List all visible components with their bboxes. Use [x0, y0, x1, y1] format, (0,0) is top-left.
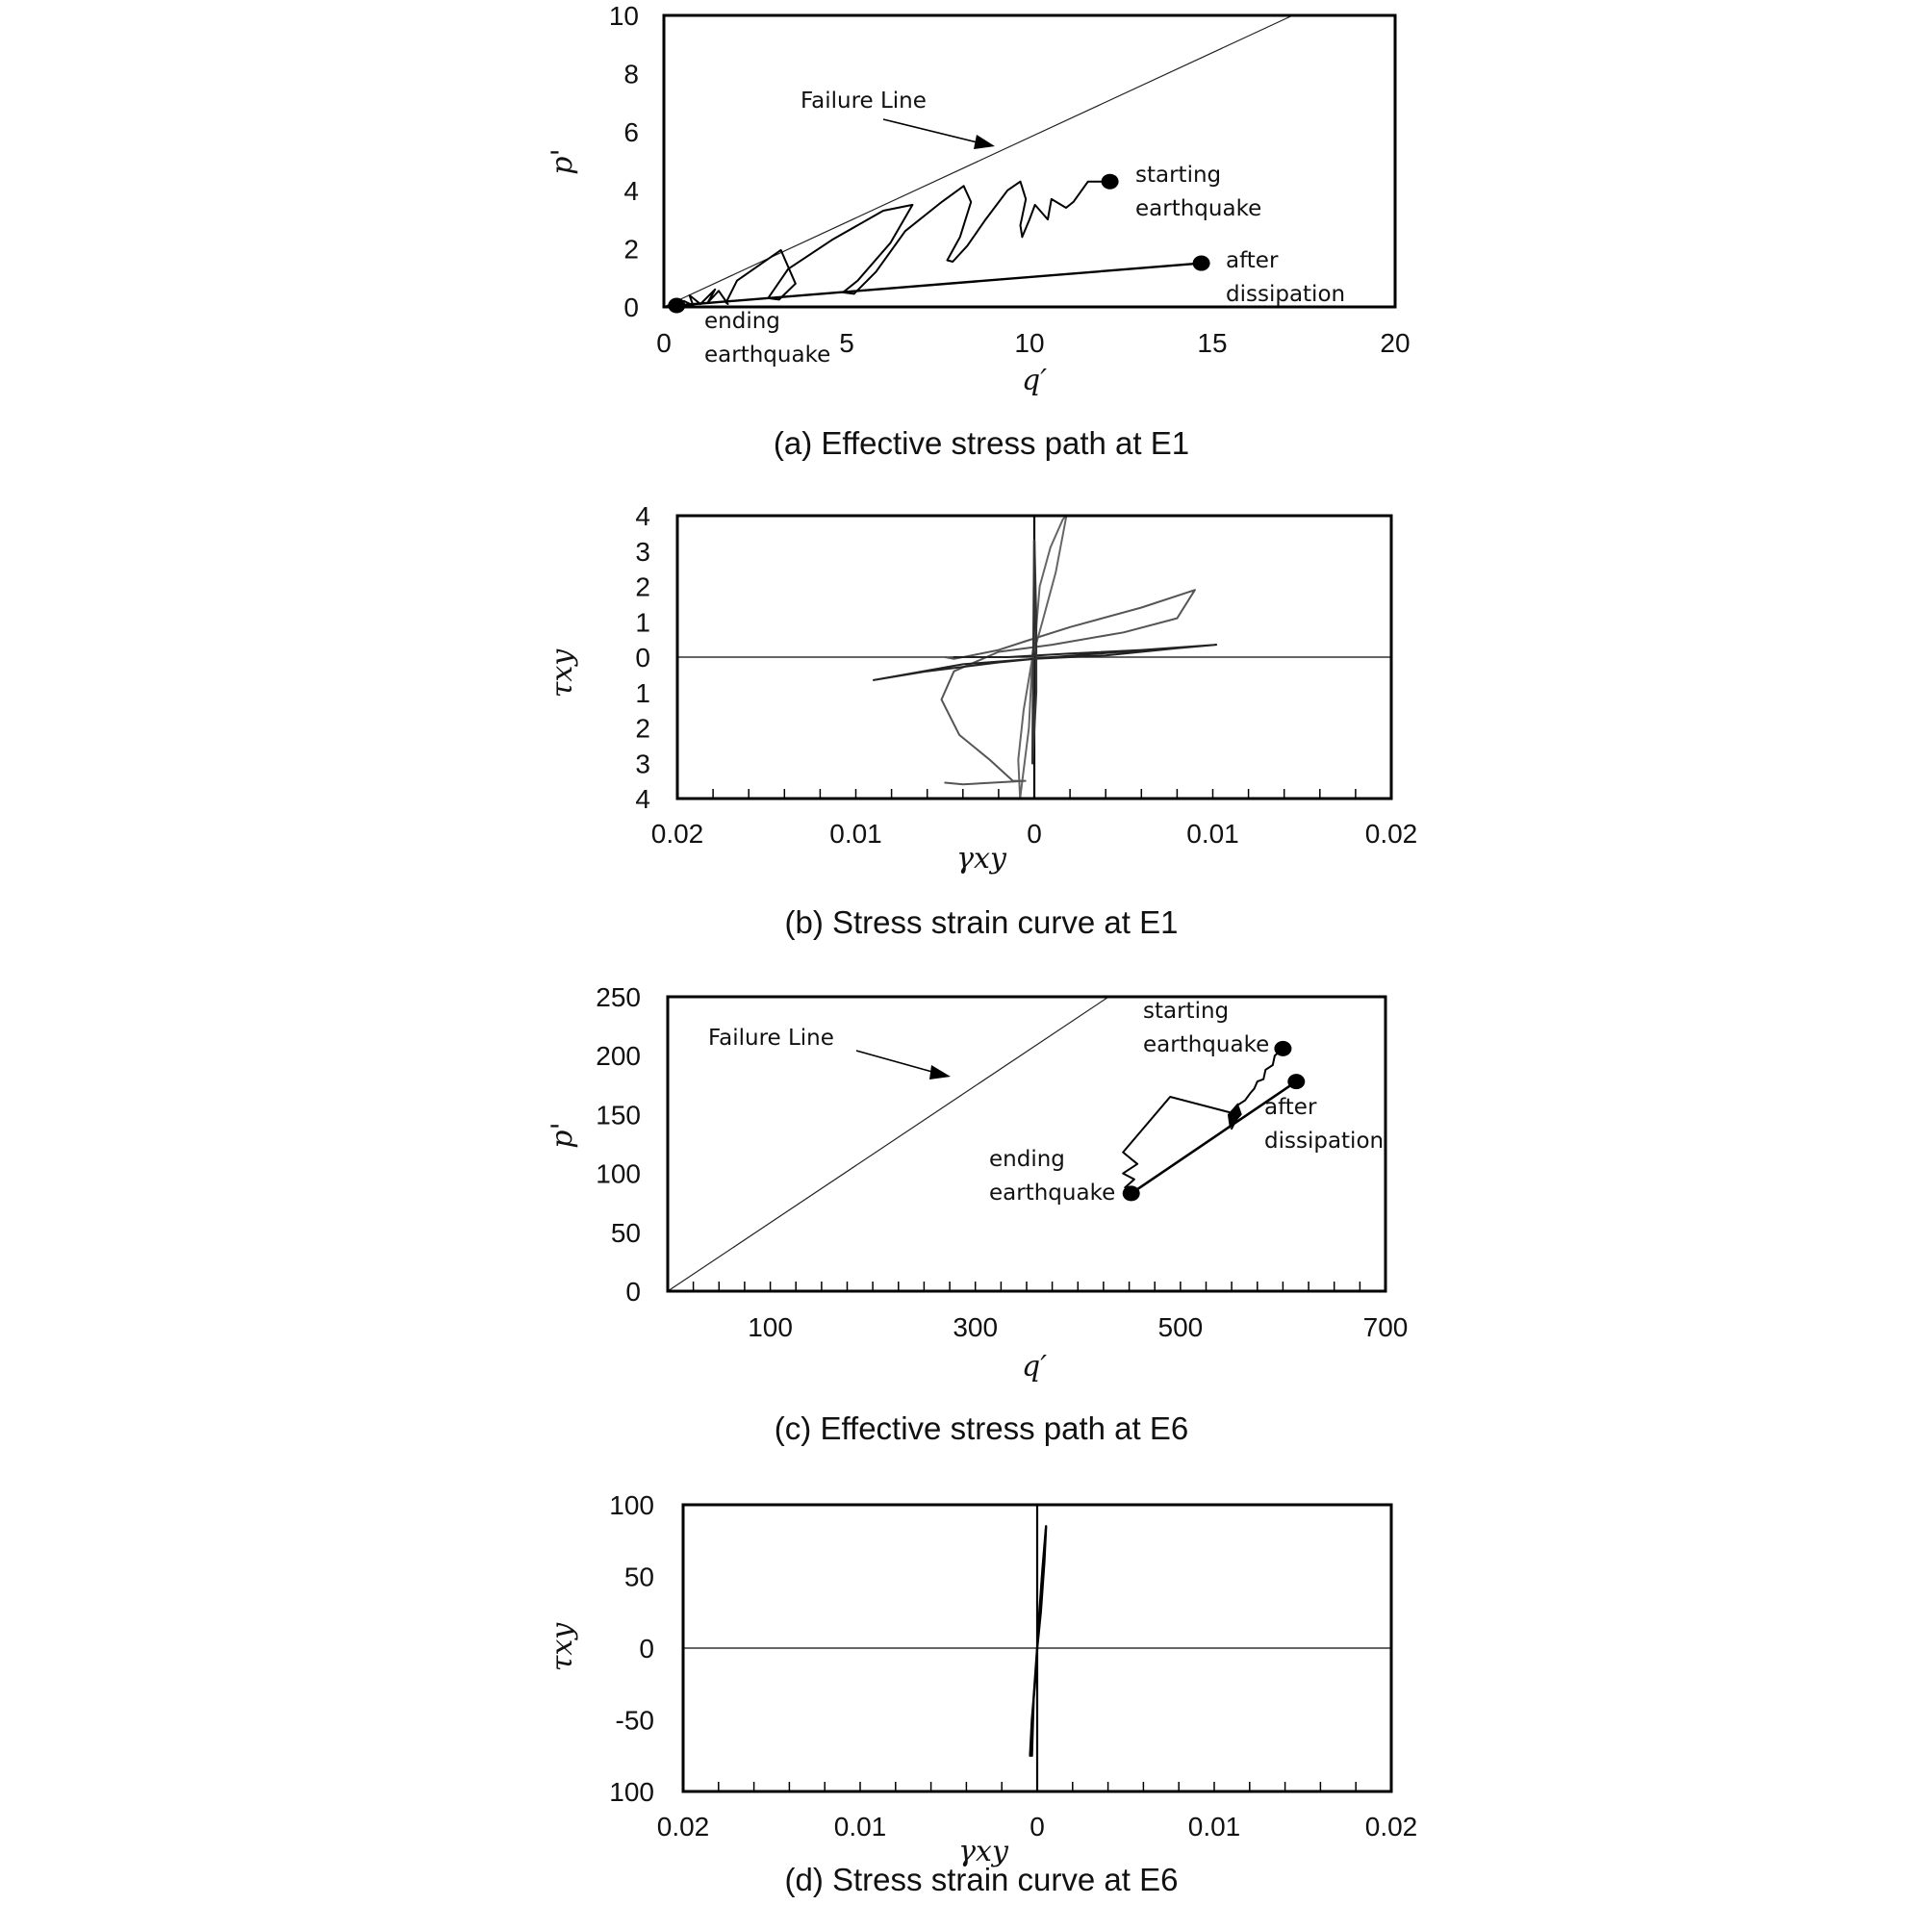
panel-a-after-label: after [1226, 248, 1279, 273]
panel-b-y-tick-label: 2 [635, 713, 650, 744]
panel-a-y-tick-labels [609, 1, 639, 322]
panel-c-x-axis-title: q′ [1021, 1350, 1048, 1384]
panel-d-y-tick-label: 50 [623, 1562, 654, 1592]
panel-a-y-tick-label: 6 [623, 117, 639, 148]
panel-a-start-label: starting [1135, 163, 1222, 188]
panel-a-caption: (a) Effective stress path at E1 [773, 425, 1190, 461]
panel-a-failure-label: Failure Line [801, 89, 927, 114]
panel-c-start-marker [1274, 1041, 1291, 1056]
panel-b-x-tick-label: 0.01 [1186, 819, 1239, 849]
panel-a-after-marker [1193, 256, 1210, 271]
panel-a-y-tick-label: 8 [623, 59, 639, 89]
panel-c-failure-arrowhead [929, 1065, 951, 1080]
panel-c-x-tick-label: 100 [748, 1312, 793, 1342]
panel-a-y-axis-title: p' [546, 148, 579, 175]
panel-d-x-tick-labels [657, 1812, 1418, 1842]
panel-d-x-tick-label: 0.02 [656, 1812, 710, 1842]
panel-c-y-axis-title: p' [546, 1122, 579, 1149]
panel-c-after-label-line2: dissipation [1264, 1129, 1385, 1154]
panel-a-start-marker [1102, 174, 1119, 190]
panel-b-x-tick-labels [651, 819, 1418, 849]
panel-c-start-label: starting [1143, 999, 1230, 1024]
panel-a-x-tick-label: 5 [839, 328, 854, 358]
panel-b-spine-series [1032, 541, 1036, 764]
panel-c-y-tick-label: 0 [625, 1277, 641, 1307]
panel-d-x-axis-title: γxy [958, 1835, 1008, 1868]
panel-b-x-tick-label: 0.02 [650, 819, 704, 849]
panel-b-y-tick-label: 2 [635, 572, 650, 602]
panel-a-dissipation-series [676, 264, 1201, 306]
panel-b [546, 501, 1417, 940]
panel-b-loop-3-series [874, 645, 1216, 680]
panel-b-y-tick-label: 1 [635, 677, 650, 708]
panel-a-x-tick-label: 15 [1197, 328, 1228, 358]
panel-b-y-tick-label: 4 [635, 784, 650, 814]
panel-b-loop-2-series [942, 590, 1195, 784]
panel-d-y-tick-label: 100 [609, 1490, 654, 1520]
panel-b-series [677, 516, 1391, 799]
panel-c-dense-path-region [1228, 1103, 1242, 1129]
panel-d-x-tick-label: 0.01 [1187, 1812, 1241, 1842]
panel-a-failure-arrow [883, 119, 985, 144]
panel-c-after-label: after [1264, 1095, 1317, 1120]
panel-a-x-tick-label: 20 [1380, 328, 1411, 358]
panel-a-y-tick-label: 4 [623, 175, 639, 206]
panel-b-y-tick-label: 3 [635, 536, 650, 567]
panel-a-end-marker [668, 297, 685, 313]
panel-c-end-label: ending [989, 1147, 1065, 1172]
panel-c-failure-arrow [856, 1051, 939, 1074]
panel-d-y-tick-label: -50 [615, 1705, 654, 1736]
panel-d-y-tick-labels [609, 1490, 654, 1807]
panel-a-after-label-line2: dissipation [1226, 282, 1346, 307]
panel-c-y-tick-labels [596, 982, 641, 1307]
panel-c-y-tick-label: 150 [596, 1100, 641, 1130]
panel-a-x-tick-label: 10 [1014, 328, 1045, 358]
panel-c-stress-path-series [1123, 1049, 1283, 1194]
panel-a-x-axis-title: q′ [1021, 364, 1048, 397]
panel-b-x-tick-label: 0 [1027, 819, 1042, 849]
panel-c-caption: (c) Effective stress path at E6 [774, 1410, 1189, 1446]
panel-c-x-tick-label: 300 [953, 1312, 999, 1342]
panel-a-plot-frame [664, 15, 1395, 307]
panel-d [546, 1490, 1417, 1897]
panel-d-y-tick-label: 100 [609, 1777, 654, 1807]
panel-c-start-label-line2: earthquake [1143, 1032, 1270, 1057]
panel-d-x-tick-label: 0 [1030, 1812, 1045, 1842]
panel-a-start-label-line2: earthquake [1135, 196, 1262, 221]
panel-c-failure-label: Failure Line [708, 1026, 834, 1051]
panel-c-x-tick-labels [748, 1312, 1408, 1342]
panel-b-x-tick-label: 0.01 [829, 819, 882, 849]
panel-b-y-axis-title: τxy [546, 648, 579, 698]
panel-b-x-tick-label: 0.02 [1364, 819, 1418, 849]
panel-d-x-tick-label: 0.01 [833, 1812, 887, 1842]
panel-a [546, 1, 1411, 461]
panel-d-y-axis-title: τxy [546, 1622, 579, 1672]
panel-c-end-label-line2: earthquake [989, 1181, 1116, 1206]
panel-c [546, 982, 1408, 1446]
panel-a-y-tick-label: 0 [623, 292, 639, 322]
panel-b-y-tick-label: 4 [635, 501, 650, 531]
panel-a-failure-arrowhead [974, 135, 995, 149]
panel-a-y-tick-label: 2 [623, 234, 639, 265]
panel-d-x-tick-label: 0.02 [1364, 1812, 1418, 1842]
panel-a-end-label: ending [704, 309, 780, 334]
panel-c-y-tick-label: 200 [596, 1041, 641, 1072]
panel-b-y-tick-label: 0 [635, 643, 650, 673]
panel-d-series [683, 1505, 1391, 1791]
panel-a-y-tick-label: 10 [608, 1, 639, 31]
panel-a-end-label-line2: earthquake [704, 343, 831, 368]
panel-c-x-tick-label: 500 [1157, 1312, 1204, 1342]
panel-b-y-tick-labels [635, 501, 650, 814]
panel-c-x-tick-label: 700 [1362, 1312, 1409, 1342]
panel-b-caption: (b) Stress strain curve at E1 [784, 904, 1179, 940]
panel-c-y-tick-label: 100 [596, 1158, 641, 1189]
panel-b-y-tick-label: 3 [635, 749, 650, 779]
panel-b-x-axis-title: γxy [956, 842, 1006, 876]
panel-d-caption: (d) Stress strain curve at E6 [784, 1862, 1179, 1897]
panel-c-y-tick-label: 50 [610, 1217, 641, 1248]
panel-c-y-tick-label: 250 [596, 982, 641, 1012]
panel-c-end-marker [1123, 1185, 1140, 1201]
panel-a-x-tick-label: 0 [656, 328, 672, 358]
panel-c-after-marker [1287, 1074, 1305, 1089]
panel-b-y-tick-label: 1 [635, 607, 650, 638]
panel-d-y-tick-label: 0 [639, 1634, 654, 1664]
